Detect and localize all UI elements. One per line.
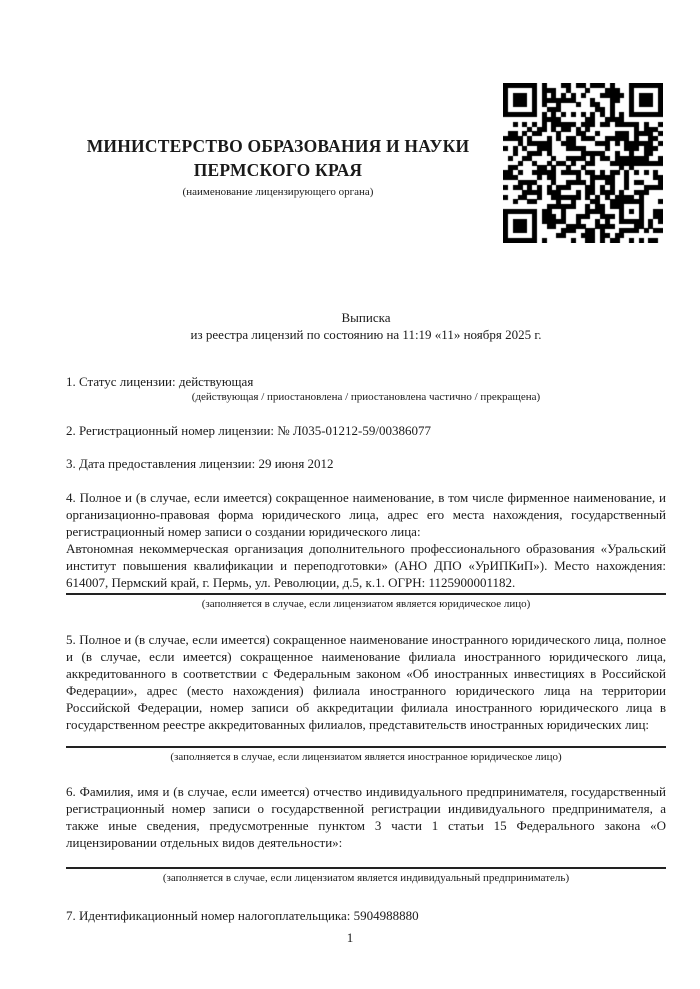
document-title-line1: Выписка	[341, 310, 391, 325]
fill-in-rule	[66, 867, 666, 869]
ministry-name-note: (наименование лицензирующего органа)	[182, 186, 374, 198]
entrepreneur-section	[66, 783, 666, 886]
fill-in-rule	[66, 593, 666, 595]
page-number: 1	[346, 930, 354, 945]
legal-entity-section	[66, 489, 666, 612]
entrepreneur-note: (заполняется в случае, если лицензиатом является индивидуальный предприниматель)	[162, 872, 570, 884]
license-status-note: (действующая / приостановлена / приостановлена частично / прекращена)	[191, 391, 541, 403]
licensing-authority-header	[66, 134, 490, 199]
license-status: 1. Статус лицензии: действующая	[66, 374, 254, 389]
license-grant-date: 3. Дата предоставления лицензии: 29 июня 2012	[66, 456, 334, 471]
license-registration-number: 2. Регистрационный номер лицензии: № Л035-01212-59/00386077	[66, 423, 432, 438]
legal-entity-value: Автономная некоммерческая организация дополнительного профессионального образования «Уральский институт повышения квалификации и переподготовки» (АНО ДПО «УрИПКиП»). Место нахождения: 614007, Пермский край, г. Пермь, ул. Революции, д.5, к.1. ОГРН: 1125900001182.	[66, 541, 666, 590]
legal-entity-note: (заполняется в случае, если лицензиатом является юридическое лицо)	[201, 598, 531, 610]
document-title	[66, 309, 666, 343]
document-content	[66, 0, 666, 924]
ministry-name-line1: МИНИСТЕРСТВО ОБРАЗОВАНИЯ И НАУКИ	[86, 136, 470, 156]
foreign-entity-section	[66, 631, 666, 765]
ministry-name-line2: ПЕРМСКОГО КРАЯ	[193, 160, 363, 180]
foreign-entity-statement: 5. Полное и (в случае, если имеется) сокращенное наименование иностранного юридического лица, полное и (в случае, если имеется) сокращенное наименование филиала иностранного юридического лица, аккредитованного в соответствии с Федеральным законом «Об иностранных инвестициях в Российской Федерации», адрес (место нахождения) филиала иностранного юридического лица на территории Российской Федерации, номер записи об аккредитации филиала иностранного юридического лица в государственном реестре аккредитованных филиалов, представительств иностранных юридических лиц:	[66, 632, 666, 732]
taxpayer-id: 7. Идентификационный номер налогоплательщика: 5904988880	[66, 908, 419, 923]
document-title-line2: из реестра лицензий по состоянию на 11:19 «11» ноября 2025 г.	[190, 327, 542, 342]
fill-in-rule	[66, 746, 666, 748]
foreign-entity-note: (заполняется в случае, если лицензиатом является иностранное юридическое лицо)	[170, 751, 562, 763]
legal-entity-statement: 4. Полное и (в случае, если имеется) сокращенное наименование, в том числе фирменное наименование, и организационно-правовая форма юридического лица, адрес его места нахождения, государственный регистрационный номер записи о создании юридического лица:	[66, 490, 666, 539]
entrepreneur-statement: 6. Фамилия, имя и (в случае, если имеется) отчество индивидуального предпринимателя, государственный регистрационный номер записи о государственной регистрации индивидуального предпринимателя, а также иные сведения, предусмотренные пунктом 3 части 1 статьи 15 Федерального закона «О лицензировании отдельных видов деятельности»:	[66, 784, 666, 850]
